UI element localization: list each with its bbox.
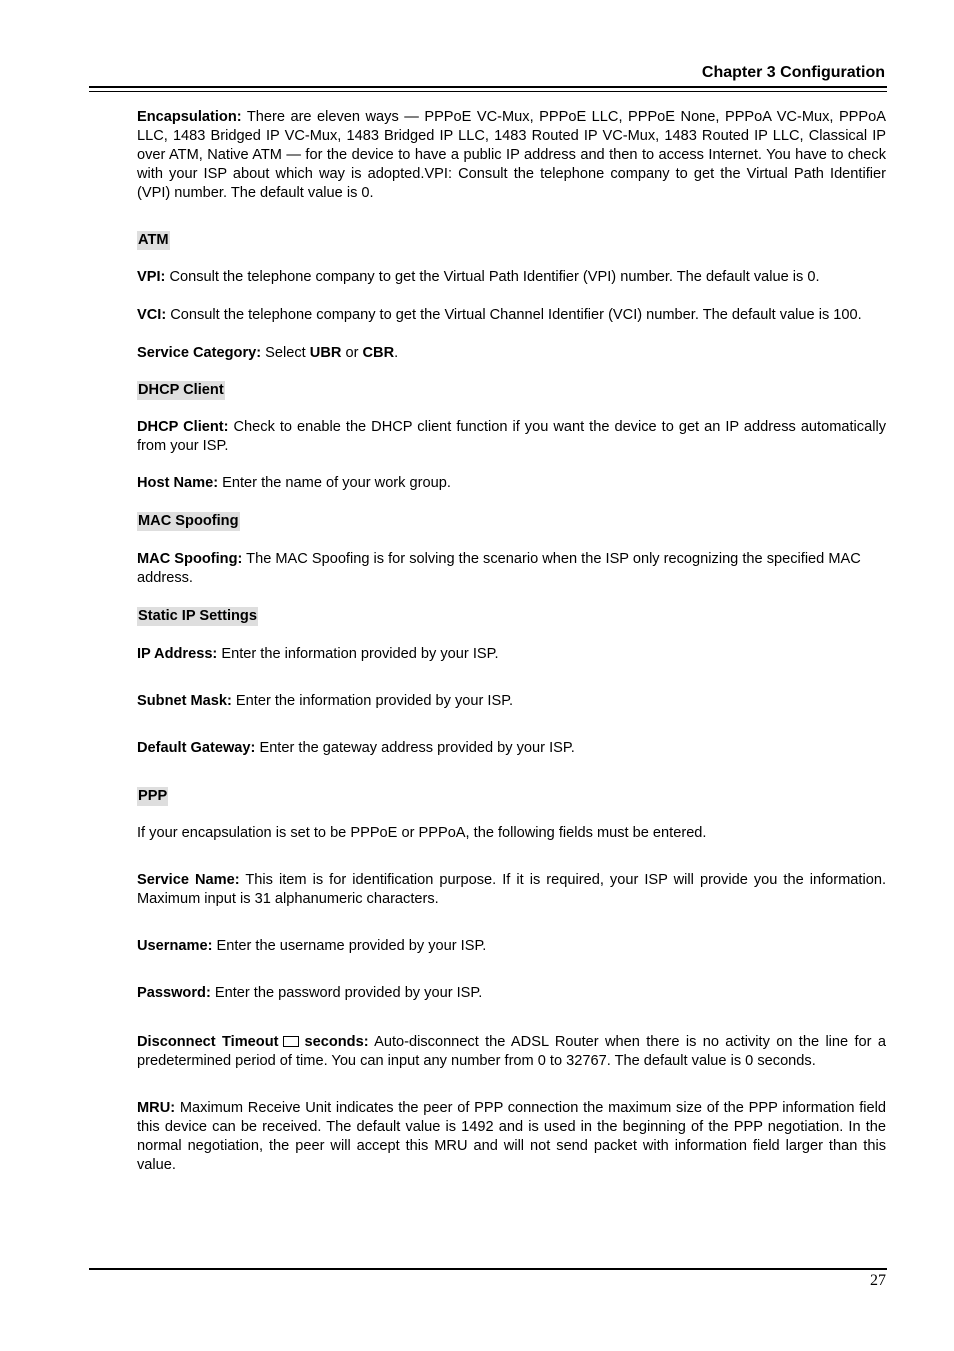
ppp-heading: PPP	[138, 788, 168, 804]
input-box-icon	[283, 1036, 299, 1047]
default-gateway-label: Default Gateway:	[137, 740, 256, 756]
dhcp-heading: DHCP Client	[138, 382, 224, 398]
dhcp-client-label: DHCP Client:	[137, 419, 229, 435]
header-rule	[89, 86, 887, 88]
dhcp-heading-wrap	[137, 381, 886, 400]
default-gateway-paragraph	[137, 739, 886, 758]
password-label: Password:	[137, 985, 211, 1001]
mac-spoofing-paragraph	[137, 550, 886, 588]
host-name-label: Host Name:	[137, 475, 219, 491]
username-label: Username:	[137, 938, 213, 954]
dhcp-client-text: Check to enable the DHCP client function if you want the device to get an IP address automatically from your ISP.	[137, 419, 886, 454]
password-paragraph	[137, 984, 886, 1003]
host-name-text: Enter the name of your work group.	[218, 475, 451, 491]
page-number: 27	[870, 1272, 886, 1289]
vpi-text: Consult the telephone company to get the Virtual Path Identifier (VPI) number. The default value is 0.	[165, 269, 820, 285]
service-category-paragraph	[137, 344, 886, 363]
mac-heading: MAC Spoofing	[138, 513, 239, 529]
ip-address-label: IP Address:	[137, 646, 218, 662]
subnet-mask-text: Enter the information provided by your ISP.	[231, 693, 514, 709]
encapsulation-text: There are eleven ways — PPPoE VC-Mux, PPPoE LLC, PPPoE None, PPPoA VC-Mux, PPPoA LLC, 1483 Bridged IP VC-Mux, 1483 Bridged IP LLC, 1483 Routed IP VC-Mux, 1483 Routed IP LLC, Classical IP over ATM, Native ATM — for the device to have a public IP address and then to access Internet. You have to check with your ISP about which way is adopted.VPI: Consult the telephone company to get the Virtual Path Identifier (VPI) number. The default value is 0.	[137, 109, 886, 201]
host-name-paragraph	[137, 474, 886, 493]
username-text: Enter the username provided by your ISP.	[212, 938, 487, 954]
static-ip-heading: Static IP Settings	[138, 608, 257, 624]
service-name-paragraph	[137, 871, 886, 909]
chapter-title: Chapter 3 Configuration	[701, 64, 885, 81]
disconnect-timeout-label: Disconnect Timeout	[137, 1034, 279, 1050]
ppp-intro-text: If your encapsulation is set to be PPPoE or PPPoA, the following fields must be entered.	[137, 825, 707, 841]
vci-paragraph	[137, 306, 886, 325]
mru-paragraph	[137, 1099, 886, 1175]
service-category-period: .	[394, 345, 399, 361]
default-gateway-text: Enter the gateway address provided by your ISP.	[255, 740, 575, 756]
disconnect-timeout-paragraph	[137, 1033, 886, 1071]
footer-rule	[89, 1268, 887, 1270]
ubr-option: UBR	[309, 345, 342, 361]
page-body	[137, 108, 886, 1175]
subnet-mask-paragraph	[137, 692, 886, 711]
mac-heading-wrap	[137, 512, 886, 531]
service-category-or: or	[341, 345, 363, 361]
service-category-text: Select	[261, 345, 310, 361]
encapsulation-label: Encapsulation:	[137, 109, 242, 125]
header-rule-thin	[89, 91, 887, 92]
vpi-paragraph	[137, 268, 886, 287]
service-name-label: Service Name:	[137, 872, 240, 888]
service-category-label: Service Category:	[137, 345, 262, 361]
atm-heading-wrap	[137, 231, 886, 250]
static-heading-wrap	[137, 607, 886, 626]
disconnect-timeout-text: Auto-disconnect the ADSL Router when there is no activity on the line for a predetermined period of time. You can input any number from 0 to 32767. The default value is 0 seconds.	[137, 1034, 886, 1069]
password-text: Enter the password provided by your ISP.	[210, 985, 483, 1001]
vci-text: Consult the telephone company to get the Virtual Channel Identifier (VCI) number. The default value is 100.	[166, 307, 862, 323]
atm-heading: ATM	[138, 232, 169, 248]
encapsulation-paragraph	[137, 108, 886, 203]
ip-address-paragraph	[137, 645, 886, 664]
mac-spoofing-text: The MAC Spoofing is for solving the scenario when the ISP only recognizing the specified MAC address.	[137, 551, 861, 586]
ppp-heading-wrap	[137, 787, 886, 806]
ip-address-text: Enter the information provided by your ISP.	[217, 646, 499, 662]
subnet-mask-label: Subnet Mask:	[137, 693, 232, 709]
dhcp-client-paragraph	[137, 418, 886, 456]
mac-spoofing-label: MAC Spoofing:	[137, 551, 243, 567]
vpi-label: VPI:	[137, 269, 166, 285]
disconnect-seconds-label: seconds:	[304, 1034, 369, 1050]
mru-label: MRU:	[137, 1100, 176, 1116]
mru-text: Maximum Receive Unit indicates the peer of PPP connection the maximum size of the PPP information field this device can be received. The default value is 1492 and is used in the beginning of the PPP negotiation. In the normal negotiation, the peer will accept this MRU and will not send packet with information field larger than this value.	[137, 1100, 886, 1173]
username-paragraph	[137, 937, 886, 956]
cbr-option: CBR	[362, 345, 395, 361]
vci-label: VCI:	[137, 307, 167, 323]
service-name-text: This item is for identification purpose. If it is required, your ISP will provide you the information. Maximum input is 31 alphanumeric characters.	[137, 872, 886, 907]
ppp-intro-paragraph	[137, 824, 886, 843]
